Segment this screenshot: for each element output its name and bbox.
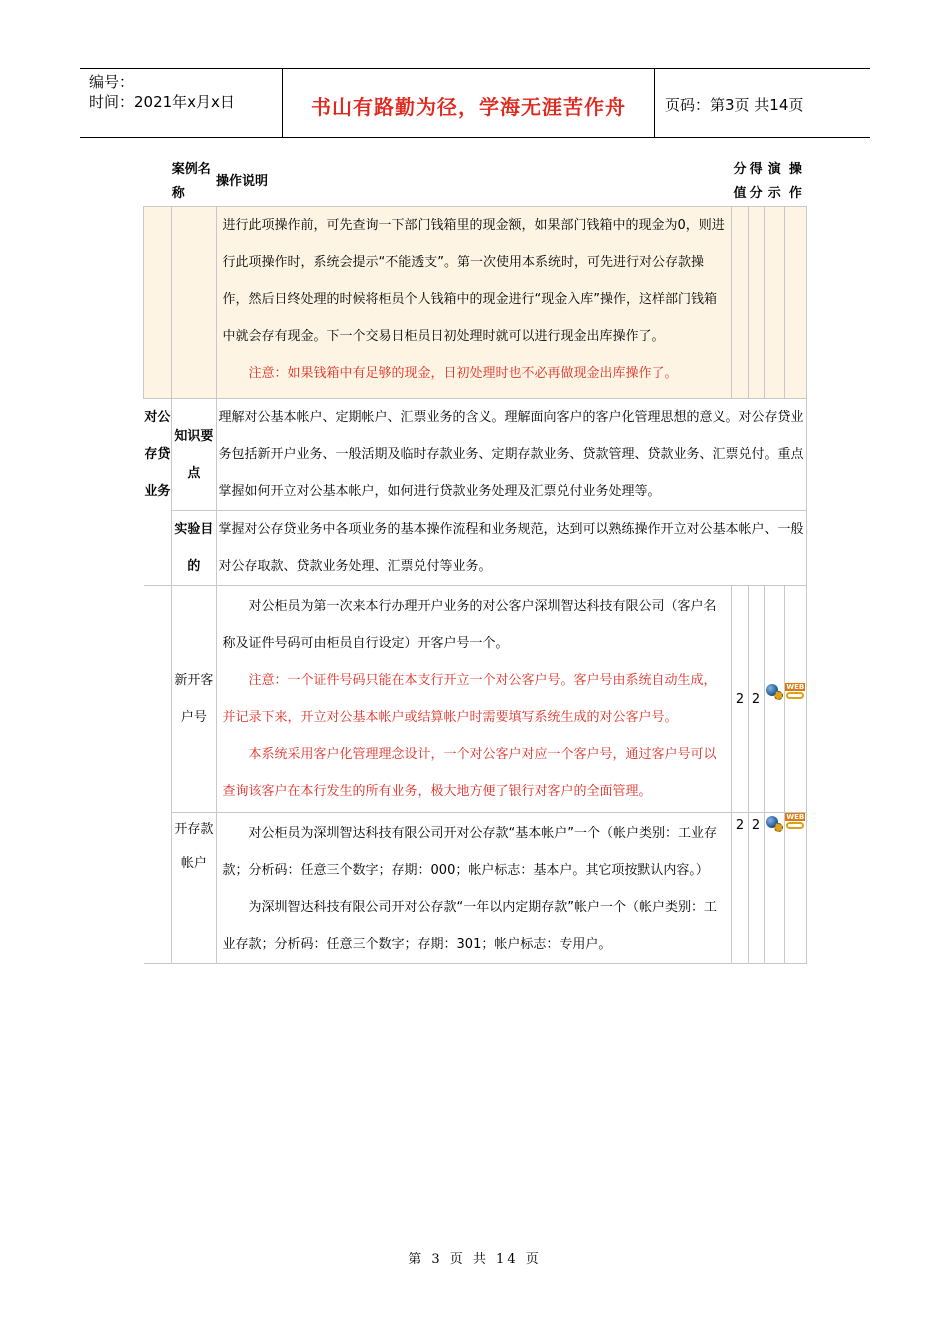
header-score: 分值	[732, 158, 748, 207]
cell-blank	[144, 586, 172, 964]
cell-blank	[764, 207, 784, 399]
demo-globe-gear-icon[interactable]	[765, 813, 785, 835]
table-row-previous-case	[144, 207, 807, 399]
document-number: 编号：	[89, 73, 135, 91]
section-label: 对公存贷业务	[144, 399, 172, 586]
demo-globe-gear-icon[interactable]	[765, 681, 785, 703]
open-account-description	[216, 813, 732, 964]
cell-blank	[144, 207, 172, 399]
table-row-new-customer	[144, 586, 807, 813]
web-link-icon[interactable]: WEB	[785, 813, 805, 833]
header-earned: 得分	[748, 158, 764, 207]
new-customer-earned: 2	[748, 586, 764, 813]
open-account-score: 2	[732, 813, 748, 964]
open-account-demo	[764, 813, 784, 964]
cell-blank	[732, 207, 748, 399]
new-customer-score: 2	[732, 586, 748, 813]
table-row-open-account	[144, 813, 807, 964]
header-page-number: 页码：第3页 共14页	[665, 96, 804, 114]
header-case-name: 案例名称	[172, 158, 216, 207]
table-row-knowledge	[144, 399, 807, 511]
cell-blank	[172, 207, 216, 399]
open-account-text-2: 为深圳智达科技有限公司开对公存款“一年以内定期存款”帐户一个（帐户类别：工业存款；分析码：任意三个数字；存期：301；帐户标志：专用户。	[222, 900, 718, 952]
header-demo: 演示	[764, 158, 784, 207]
new-customer-description	[216, 586, 732, 813]
header-middle	[283, 69, 655, 137]
new-customer-note-2: 本系统采用客户化管理理念设计，一个对公客户对应一个客户号，通过客户号可以查询该客户在本行发生的所有业务，极大地方便了银行对客户的全面管理。	[222, 747, 717, 799]
open-account-earned: 2	[748, 813, 764, 964]
page-header	[80, 68, 870, 138]
previous-case-note: 注意：如果钱箱中有足够的现金，日初处理时也不必再做现金出库操作了。	[248, 366, 678, 381]
header-left	[80, 69, 283, 137]
new-customer-label: 新开客户号	[172, 586, 216, 813]
cell-blank	[784, 207, 806, 399]
header-blank	[144, 158, 172, 207]
previous-case-text: 进行此项操作前，可先查询一下部门钱箱里的现金额，如果部门钱箱中的现金为0，则进行此项操作时，系统会提示“不能透支”。第一次使用本系统时，可先进行对公存款操作，然后日终处理的时候将柜员个人钱箱中的现金进行“现金入库”操作，这样部门钱箱中就会存有现金。下一个交易日柜员日初处理时就可以进行现金出库操作了。	[222, 218, 725, 344]
cell-blank	[748, 207, 764, 399]
open-account-label: 开存款帐户	[172, 813, 216, 964]
open-account-operate	[784, 813, 806, 964]
new-customer-note: 注意：一个证件号码只能在本支行开立一个对公客户号。客户号由系统自动生成，并记录下来，开立对公基本帐户或结算帐户时需要填写系统生成的对公客户号。	[222, 673, 717, 725]
purpose-label: 实验目的	[172, 511, 216, 586]
header-operate: 操作	[784, 158, 806, 207]
new-customer-demo	[764, 586, 784, 813]
purpose-text: 掌握对公存贷业务中各项业务的基本操作流程和业务规范，达到可以熟练操作开立对公基本帐户、一般对公存取款、贷款业务处理、汇票兑付等业务。	[216, 511, 806, 586]
new-customer-operate	[784, 586, 806, 813]
case-table	[143, 158, 807, 964]
header-right	[655, 69, 870, 137]
knowledge-text: 理解对公基本帐户、定期帐户、汇票业务的含义。理解面向客户的客户化管理思想的意义。对公存贷业务包括新开户业务、一般活期及临时存款业务、定期存款业务、贷款管理、贷款业务、汇票兑付。重点掌握如何开立对公基本帐户，如何进行贷款业务处理及汇票兑付业务处理等。	[216, 399, 806, 511]
header-motto: 书山有路勤为径，学海无涯苦作舟	[311, 95, 626, 119]
new-customer-text: 对公柜员为第一次来本行办理开户业务的对公客户深圳智达科技有限公司（客户名称及证件号码可由柜员自行设定）开客户号一个。	[222, 599, 717, 651]
document-time: 时间：2021年x月x日	[89, 93, 235, 111]
header-description: 操作说明	[216, 158, 732, 207]
knowledge-label: 知识要点	[172, 399, 216, 511]
page-footer: 第 3 页 共 14 页	[408, 1252, 542, 1267]
open-account-text: 对公柜员为深圳智达科技有限公司开对公存款“基本帐户”一个（帐户类别：工业存款；分析码：任意三个数字；存期：000；帐户标志：基本户。其它项按默认内容。）	[222, 826, 718, 878]
table-header-row	[144, 158, 807, 207]
web-link-icon[interactable]: WEB	[785, 683, 805, 703]
table-row-purpose	[144, 511, 807, 586]
previous-case-description	[216, 207, 732, 399]
